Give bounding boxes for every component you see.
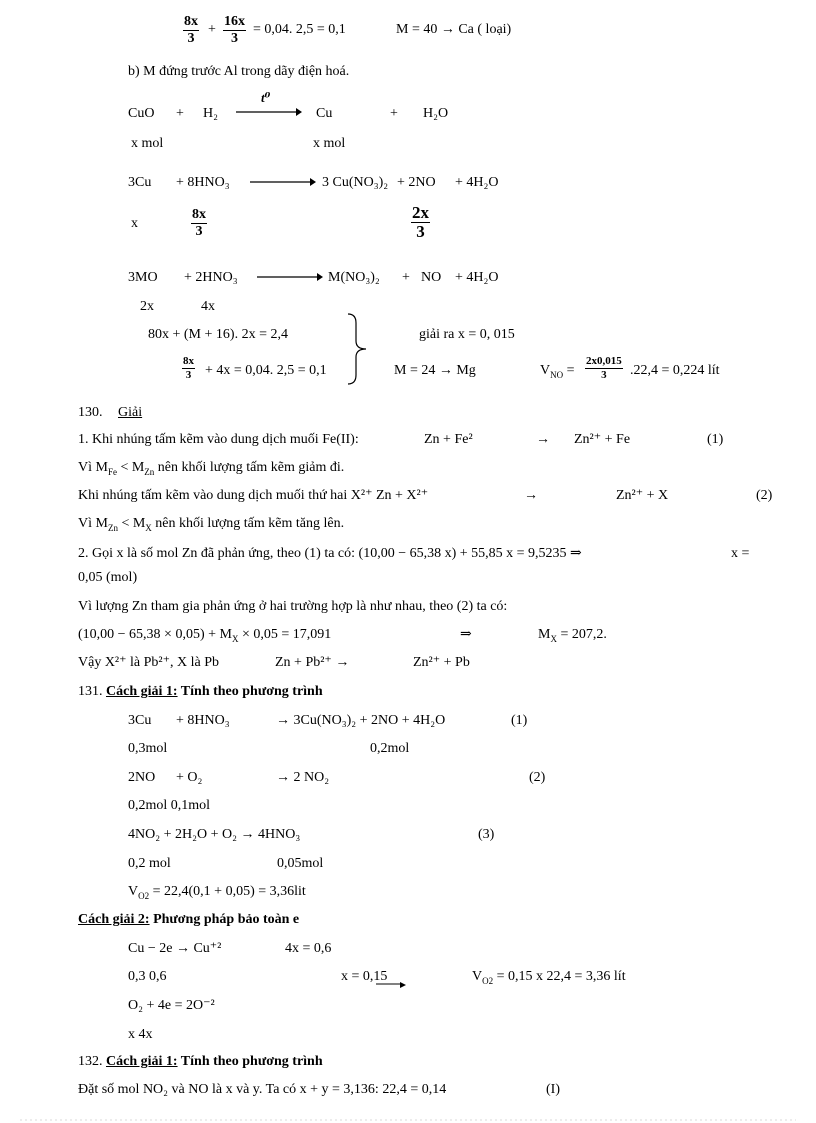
volume-no-value: .22,4 = 0,224 lít [630, 363, 720, 378]
p3-number: (2) [756, 488, 773, 503]
r2-mol-x: x [131, 216, 138, 231]
system-solution: giải ra x = 0, 015 [419, 327, 515, 342]
p9-text: Vậy X²⁺ là Pb²⁺, X là Pb [78, 655, 219, 670]
p1-text: 1. Khi nhúng tấm kẽm vào dung dịch muối Fe(II): [78, 432, 359, 447]
r3-mno32: M(NO₃)₂ [328, 270, 380, 285]
q6-mol-a: 0,2 mol [128, 856, 171, 871]
p4-text: Vì $M_{Zn} < M_X$ nên khối lượng tấm kẽm tăng lên. [78, 516, 345, 533]
q1-hno3: + 8HNO₃ [176, 713, 230, 728]
section-130-heading: Giải [118, 405, 143, 420]
fraction-8x-over-3: 8x 3 [184, 14, 198, 46]
p1-arrow: → [536, 432, 550, 447]
e2-values: 0,3 0,6 [128, 969, 167, 984]
r3-mol-4x: 4x [201, 299, 215, 314]
conclusion-ca: M = 40 → Ca ( loại) [396, 22, 512, 37]
p3-text: Khi nhúng tấm kẽm vào dung dịch muối thứ hai X²⁺ Zn + X²⁺ [78, 488, 429, 503]
r3-arrow [257, 271, 323, 283]
e4-values: x 4x [128, 1027, 153, 1042]
q7-volume: $V_{O2} = 22,4(0,1 + 0,05) = 3,36lit$ [128, 884, 306, 901]
r3-hno3: + 2HNO₃ [184, 270, 238, 285]
q2-mol-a: 0,3mol [128, 741, 168, 756]
r2-h2o: + 4H₂O [455, 175, 499, 190]
system-fraction-8x-over-3: 8x 3 [183, 355, 194, 381]
q4-mol: 0,2mol 0,1mol [128, 798, 211, 813]
p1-number: (1) [707, 432, 724, 447]
p5-x-equals: x = [731, 546, 750, 561]
fraction-16x-over-3: 16x 3 [224, 14, 245, 46]
method-2-heading: Cách giải 2: Phương pháp bảo toàn e [78, 912, 300, 927]
last-line-number: (I) [546, 1082, 560, 1097]
fraction-2x0015-over-3: 2x0,015 3 [586, 355, 622, 381]
e2-x-value: x = 0,15 [341, 969, 388, 984]
r3-h2o: + 4H₂O [455, 270, 499, 285]
section-132-heading: 132. Cách giải 1: Tính theo phương trình [78, 1054, 323, 1069]
r3-plus: + [402, 270, 410, 285]
q3-o2: + O₂ [176, 770, 203, 785]
r1-mol-b: x mol [313, 136, 346, 151]
section-130-number: 130. [78, 405, 103, 420]
system-eq2: + 4x = 0,04. 2,5 = 0,1 [205, 363, 327, 378]
equation-result: = 0,04. 2,5 = 0,1 [253, 22, 346, 37]
p9-products: Zn²⁺ + Pb [413, 655, 470, 670]
q1-3cu: 3Cu [128, 713, 152, 728]
q6-mol-b: 0,05mol [277, 856, 324, 871]
case-b-text: b) M đứng trước Al trong dãy điện hoá. [128, 64, 350, 79]
p8-result: $M_X = 207,2$. [538, 627, 607, 644]
r2-fraction-8x-over-3: 8x 3 [192, 207, 206, 239]
r1-plus2: + [390, 106, 398, 121]
q3-product: → 2 NO₂ [276, 770, 330, 785]
r2-arrow [250, 176, 316, 188]
volume-no-label: $V_{NO}$ = [540, 363, 575, 380]
p3-arrow: → [524, 488, 538, 503]
right-brace [346, 313, 370, 385]
p5-text: 2. Gọi x là số mol Zn đã phản ứng, theo (1) ta có: (10,00 − 65,38 x) + 55,85 x = 9,5235 ⇒ [78, 546, 582, 561]
r2-fraction-2x-over-3: 2x 3 [412, 203, 429, 241]
r3-3mo: 3MO [128, 270, 158, 285]
p8-text: $(10,00 - 65,38 \times 0,05) + M_X \times 0,05 = 17,091$ [78, 627, 332, 644]
p8-implies: ⇒ [460, 627, 472, 642]
r1-arrow [236, 106, 302, 118]
r2-no: + 2NO [397, 175, 436, 190]
r1-h2: H₂ [203, 106, 218, 121]
q2-mol-b: 0,2mol [370, 741, 410, 756]
p3-products: Zn²⁺ + X [616, 488, 669, 503]
e2-volume: $V_{O2} = 0,15$ x 22,4 = 3,36 lít [472, 969, 626, 986]
e1-equation: 4x = 0,6 [285, 941, 332, 956]
p9-reactants: Zn + Pb²⁺ → [275, 655, 350, 670]
r2-hno3: + 8HNO₃ [176, 175, 230, 190]
q5-number: (3) [478, 827, 495, 842]
footer-dotted-line [20, 1119, 796, 1121]
p1-reactants: Zn + Fe² [424, 432, 473, 447]
r1-plus: + [176, 106, 184, 121]
r1-mol-a: x mol [131, 136, 164, 151]
p2-text: Vì $M_{Fe} < M_{Zn}$ nên khối lượng tấm kẽm giảm đi. [78, 460, 345, 477]
r1-cu: Cu [316, 106, 333, 121]
r2-cuno32: 3 Cu(NO₃)₂ [322, 175, 389, 190]
p7-text: Vì lượng Zn tham gia phản ứng ở hai trường hợp là như nhau, theo (2) ta có: [78, 599, 508, 614]
e2-underline-arrow [376, 982, 406, 990]
q5-equation: 4NO₂ + 2H₂O + O₂ → 4HNO₃ [128, 827, 301, 842]
r2-3cu: 3Cu [128, 175, 152, 190]
conclusion-mg: M = 24 → Mg [394, 363, 476, 378]
q3-2no: 2NO [128, 770, 156, 785]
r3-no: NO [421, 270, 442, 285]
p6-text: 0,05 (mol) [78, 570, 138, 585]
q1-products: → 3Cu(NO₃)₂ + 2NO + 4H₂O [276, 713, 446, 728]
r3-mol-2x: 2x [140, 299, 154, 314]
p1-products: Zn²⁺ + Fe [574, 432, 631, 447]
last-line-text: Đặt số mol NO₂ và NO là x và y. Ta có x + y = 3,136: 22,4 = 0,14 [78, 1082, 447, 1097]
e1-half-reaction: Cu − 2e → Cu⁺² [128, 941, 222, 956]
system-eq1: 80x + (M + 16). 2x = 2,4 [148, 327, 288, 342]
section-131-heading: 131. Cách giải 1: Tính theo phương trình [78, 684, 323, 699]
e3-half-reaction: O₂ + 4e = 2O⁻² [128, 998, 215, 1013]
r1-cuo: CuO [128, 106, 155, 121]
r1-h2o: H₂O [423, 106, 449, 121]
plus-sign: + [208, 22, 216, 37]
r1-condition: t⁰ [261, 90, 271, 105]
q3-number: (2) [529, 770, 546, 785]
q1-number: (1) [511, 713, 528, 728]
